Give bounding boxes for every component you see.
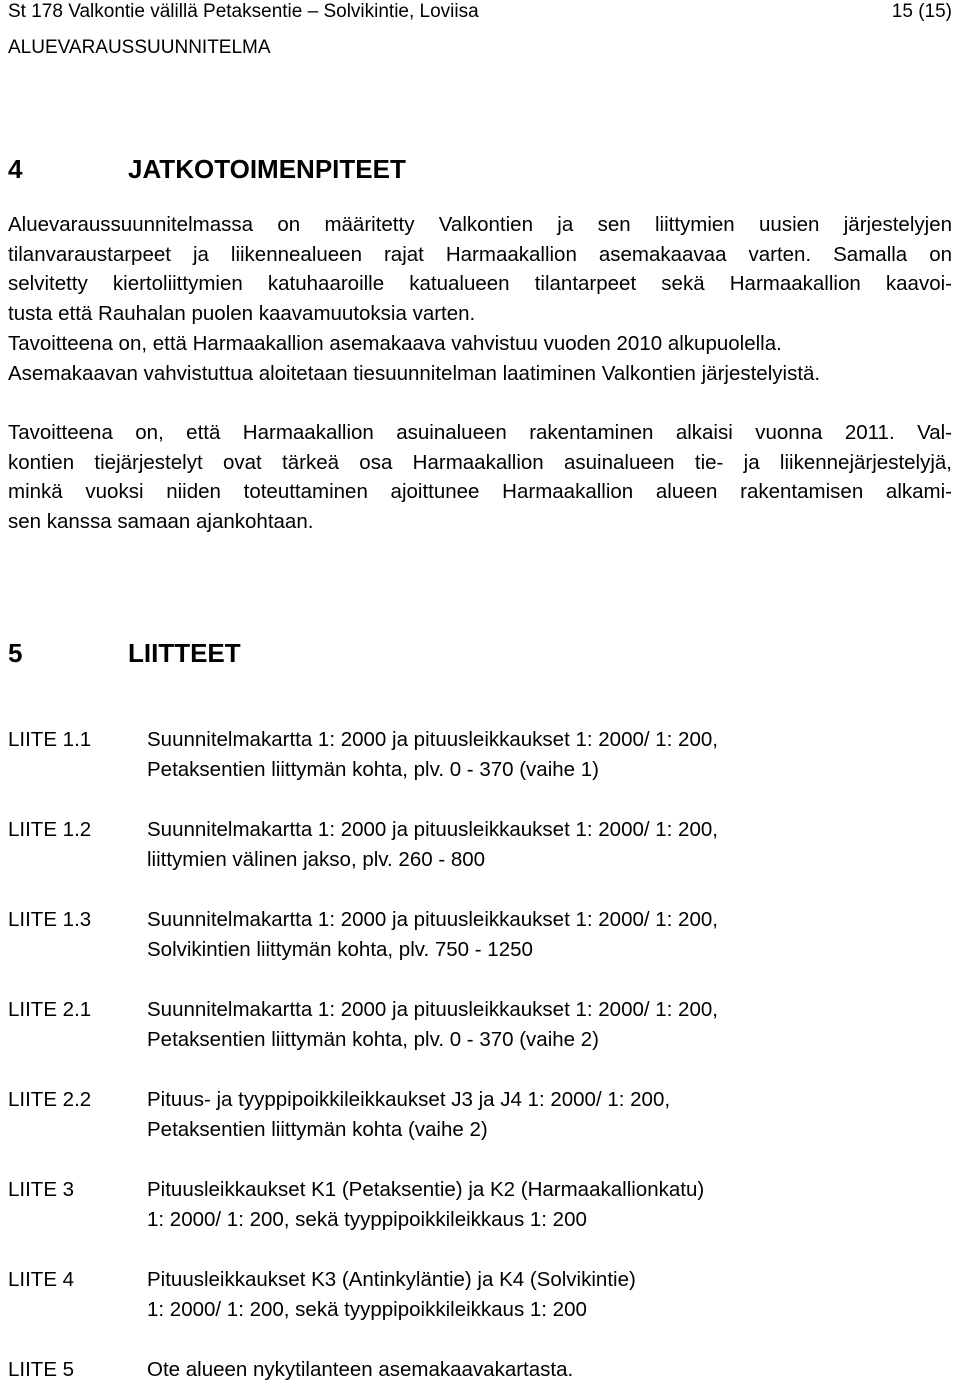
appendix-description — [147, 815, 947, 874]
appendix-line: Solvikintien liittymän kohta, plv. 750 - 1250 — [147, 937, 533, 961]
appendix-line: Petaksentien liittymän kohta, plv. 0 - 370 (vaihe 2) — [147, 1027, 599, 1051]
section-5-title: LIITTEET — [128, 638, 241, 668]
appendix-description — [147, 1085, 947, 1144]
appendix-label: LIITE 1.1 — [8, 728, 92, 751]
paragraph-line: selvitetty kiertoliittymien katuhaaroille katualueen tilantarpeet sekä Harmaakallion kaavoi- — [8, 272, 952, 296]
section-5-number: 5 — [8, 638, 23, 668]
section-4-title: JATKOTOIMENPITEET — [128, 154, 406, 184]
appendix-line: Pituusleikkaukset K1 (Petaksentie) ja K2 (Harmaakallionkatu) — [147, 1178, 705, 1201]
appendix-label: LIITE 2.2 — [8, 1088, 92, 1111]
paragraph-line: minkä vuoksi niiden toteuttaminen ajoittunee Harmaakallion alueen rakentamisen alkami- — [8, 480, 952, 504]
appendix-line: Ote alueen nykytilanteen asemakaavakartasta. — [147, 1358, 574, 1381]
page-header — [8, 0, 952, 60]
document-title: St 178 Valkontie välillä Petaksentie – Solvikintie, Loviisa — [8, 1, 479, 22]
page-number: 15 (15) — [891, 1, 952, 22]
paragraph-1 — [8, 210, 952, 329]
paragraph-line: tilanvaraustarpeet ja liikennealueen rajat Harmaakallion asemakaavaa varten. Samalla on — [8, 242, 952, 266]
appendix-description — [147, 905, 947, 964]
paragraph-line: Tavoitteena on, että Harmaakallion asemakaava vahvistuu vuoden 2010 alkupuolella. — [8, 332, 782, 355]
section-5-heading — [8, 638, 241, 668]
paragraph-3 — [8, 418, 952, 537]
appendix-line: Suunnitelmakartta 1: 2000 ja pituusleikkaukset 1: 2000/ 1: 200, — [147, 908, 718, 931]
appendix-line: Petaksentien liittymän kohta, plv. 0 - 370 (vaihe 1) — [147, 757, 599, 781]
appendix-description — [147, 1355, 947, 1385]
appendix-label: LIITE 5 — [8, 1358, 75, 1381]
appendix-line: liittymien välinen jakso, plv. 260 - 800 — [147, 847, 486, 871]
document-subtitle: ALUEVARAUSSUUNNITELMA — [8, 37, 271, 58]
paragraph-line: Asemakaavan vahvistuttua aloitetaan tiesuunnitelman laatiminen Valkontien järjestelyistä. — [8, 361, 821, 385]
appendix-line: Suunnitelmakartta 1: 2000 ja pituusleikkaukset 1: 2000/ 1: 200, — [147, 728, 718, 751]
paragraph-2 — [8, 329, 952, 388]
appendix-line: Pituus- ja tyyppipoikkileikkaukset J3 ja J4 1: 2000/ 1: 200, — [147, 1088, 671, 1111]
section-4-heading — [8, 154, 406, 184]
section-4-number: 4 — [8, 154, 23, 184]
appendix-line: 1: 2000/ 1: 200, sekä tyyppipoikkileikkaus 1: 200 — [147, 1207, 587, 1231]
appendix-label: LIITE 1.3 — [8, 908, 92, 931]
appendix-line: Suunnitelmakartta 1: 2000 ja pituusleikkaukset 1: 2000/ 1: 200, — [147, 998, 718, 1021]
appendix-label: LIITE 1.2 — [8, 818, 92, 841]
appendix-label: LIITE 3 — [8, 1178, 75, 1201]
appendix-label: LIITE 2.1 — [8, 998, 92, 1021]
paragraph-line: sen kanssa samaan ajankohtaan. — [8, 510, 314, 534]
appendix-label: LIITE 4 — [8, 1268, 75, 1291]
appendix-description — [147, 725, 947, 784]
appendix-line: Suunnitelmakartta 1: 2000 ja pituusleikkaukset 1: 2000/ 1: 200, — [147, 818, 718, 841]
paragraph-line: kontien tiejärjestelyt ovat tärkeä osa Harmaakallion asuinalueen tie- ja liikennejärjestelyjä, — [8, 450, 952, 474]
appendix-line: Pituusleikkaukset K3 (Antinkyläntie) ja K4 (Solvikintie) — [147, 1268, 636, 1291]
appendix-line: Petaksentien liittymän kohta (vaihe 2) — [147, 1117, 488, 1141]
paragraph-line: Tavoitteena on, että Harmaakallion asuinalueen rakentaminen alkaisi vuonna 2011. Val- — [8, 421, 952, 444]
appendix-line: 1: 2000/ 1: 200, sekä tyyppipoikkileikkaus 1: 200 — [147, 1297, 587, 1321]
appendix-description — [147, 1265, 947, 1324]
appendix-description — [147, 1175, 947, 1234]
appendix-description — [147, 995, 947, 1054]
paragraph-line: tusta että Rauhalan puolen kaavamuutoksia varten. — [8, 302, 476, 326]
paragraph-line: Aluevaraussuunnitelmassa on määritetty Valkontien ja sen liittymien uusien järjestelyjen — [8, 213, 952, 236]
